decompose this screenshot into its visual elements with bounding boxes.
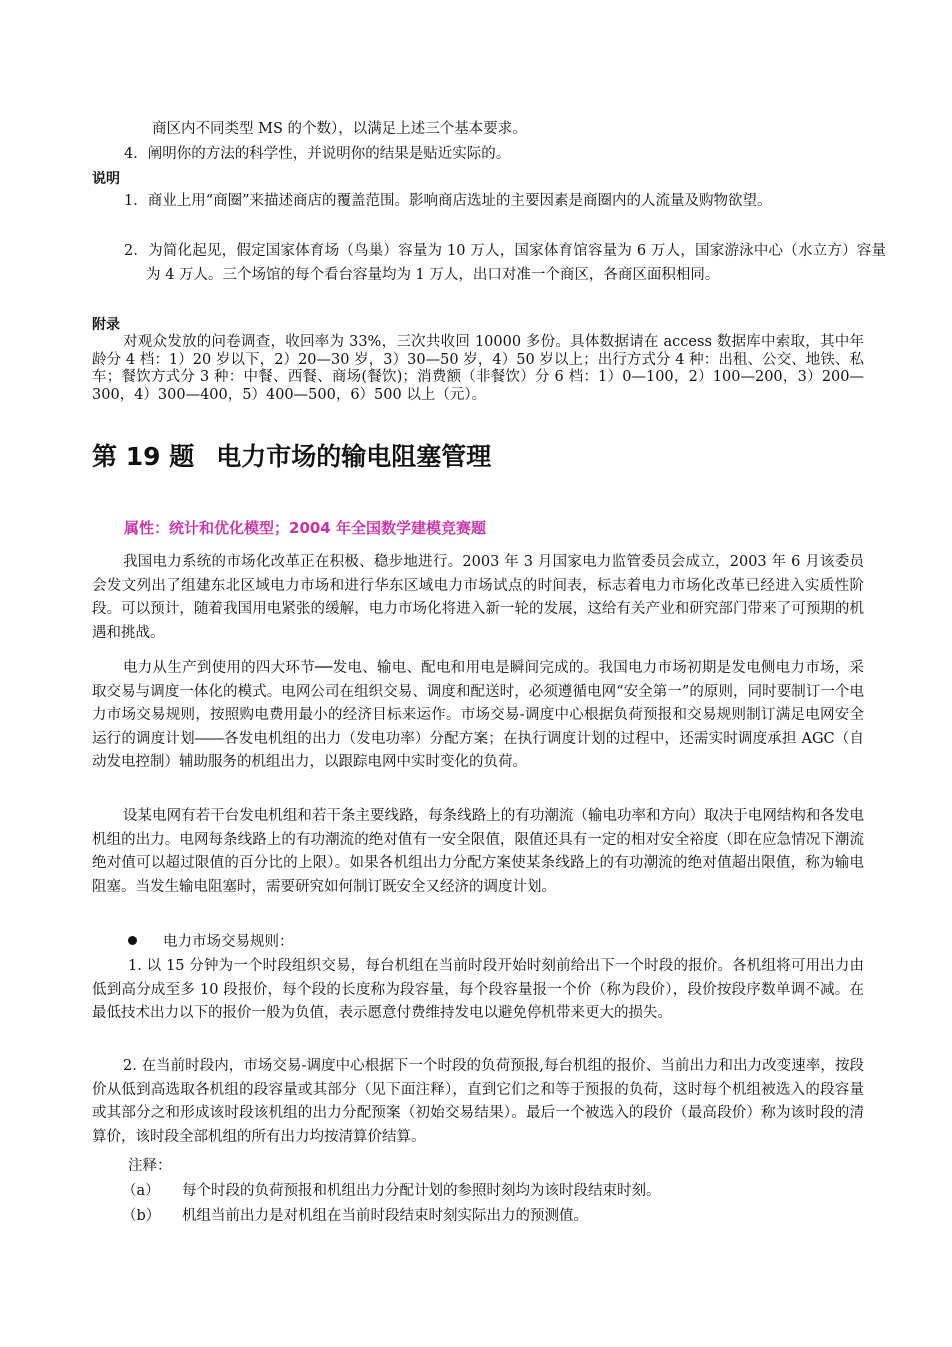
problem-name: 电力市场的输电阻塞管理 <box>216 442 492 471</box>
problem-attribute: 属性：统计和优化模型；2004 年全国数学建模竞赛题 <box>124 519 486 537</box>
bullet-item <box>128 931 828 955</box>
note-b-label: （b） <box>122 1208 161 1224</box>
note-a-label: （a） <box>122 1183 160 1199</box>
note-item-2: 2．为简化起见，假定国家体育场（鸟巢）容量为 10 万人，国家体育馆容量为 6 万人，国家游泳中心（水立方）容量为 4 万人。三个场馆的每个看台容量均为 1 万人，出口对准一个商区，各商区面积相同。 <box>124 243 886 283</box>
note-item-1: 1．商业上用“商圈”来描述商店的覆盖范围。影响商店选址的主要因素是商圈内的人流量及购物欲望。 <box>124 193 772 209</box>
rule-1: 1. 以 15 分钟为一个时段组织交易，每台机组在当前时段开始时刻前给出下一个时段的报价。各机组将可用出力由低到高分成至多 10 段报价，每个段的长度称为段容量，每个段容量报一个价（称为段价），段价按段序数单调不减。在最低技术出力以下的报价一般为负值，表示愿意付费维持发电以避免停机带来更大的损失。 <box>92 958 864 1021</box>
requirement-item-4: 4．阐明你的方法的科学性，并说明你的结果是贴近实际的。 <box>124 146 511 162</box>
note-a-text: 每个时段的负荷预报和机组出力分配计划的参照时刻均为该时段结束时刻。 <box>182 1183 661 1199</box>
continuation-line: 商区内不同类型 MS 的个数），以满足上述三个基本要求。 <box>152 121 527 137</box>
paragraph-1: 我国电力系统的市场化改革正在积极、稳步地进行。2003 年 3 月国家电力监管委员会成立，2003 年 6 月该委员会发文列出了组建东北区域电力市场和进行华东区域电力市场试点的时间表，标志着电力市场化改革已经进入实质性阶段。可以预计，随着我国用电紧张的缓解，电力市场化将进入新一轮的发展，这给有关产业和研究部门带来了可预期的机遇和挑战。 <box>92 554 864 641</box>
problem-number: 第 19 题 <box>92 442 195 471</box>
note-heading: 注释： <box>128 1158 172 1174</box>
appendix-text: 对观众发放的问卷调查，收回率为 33%，三次共收回 10000 多份。具体数据请在 access 数据库中索取，其中年龄分 4 档：1）20 岁以下，2）20—30 岁，3）30—50 岁，4）50 岁以上；出行方式分 4 种：出租、公交、地铁、私车；餐饮方式分 3 种：中餐、西餐、商场(餐饮)；消费额（非餐饮）分 6 档：1）0—100，2）100—200，3）200—300，4）300—400，5）400—500，6）500 以上（元）。 <box>92 334 864 403</box>
appendix-heading: 附录 <box>92 317 120 333</box>
notes-heading: 说明 <box>92 171 120 187</box>
note-b <box>122 1205 864 1229</box>
bullet-dot-icon <box>128 936 137 945</box>
bullet-text: 电力市场交易规则： <box>163 934 294 950</box>
problem-title <box>92 440 491 474</box>
rule-2: 2. 在当前时段内，市场交易-调度中心根据下一个时段的负荷预报,每台机组的报价、当前出力和出力改变速率，按段价从低到高选取各机组的段容量或其部分（见下面注释），直到它们之和等于预报的负荷，这时每个机组被选入的段容量或其部分之和形成该时段该机组的出力分配预案（初始交易结果）。最后一个被选入的段价（最高段价）称为该时段的清算价，该时段全部机组的所有出力均按清算价结算。 <box>92 1058 864 1145</box>
note-a <box>122 1180 864 1204</box>
paragraph-3: 设某电网有若干台发电机组和若干条主要线路，每条线路上的有功潮流（输电功率和方向）取决于电网结构和各发电机组的出力。电网每条线路上的有功潮流的绝对值有一安全限值，限值还具有一定的相对安全裕度（即在应急情况下潮流绝对值可以超过限值的百分比的上限）。如果各机组出力分配方案使某条线路上的有功潮流的绝对值超出限值，称为输电阻塞。当发生输电阻塞时，需要研究如何制订既安全又经济的调度计划。 <box>92 808 864 895</box>
paragraph-2: 电力从生产到使用的四大环节──发电、输电、配电和用电是瞬间完成的。我国电力市场初期是发电侧电力市场，采取交易与调度一体化的模式。电网公司在组织交易、调度和配送时，必须遵循电网“安全第一”的原则，同时要制订一个电力市场交易规则，按照购电费用最小的经济目标来运作。市场交易-调度中心根据负荷预报和交易规则制订满足电网安全运行的调度计划――各发电机组的出力（发电功率）分配方案；在执行调度计划的过程中，还需实时调度承担 AGC（自动发电控制）辅助服务的机组出力，以跟踪电网中实时变化的负荷。 <box>92 660 864 770</box>
note-b-text: 机组当前出力是对机组在当前时段结束时刻实际出力的预测值。 <box>182 1208 588 1224</box>
